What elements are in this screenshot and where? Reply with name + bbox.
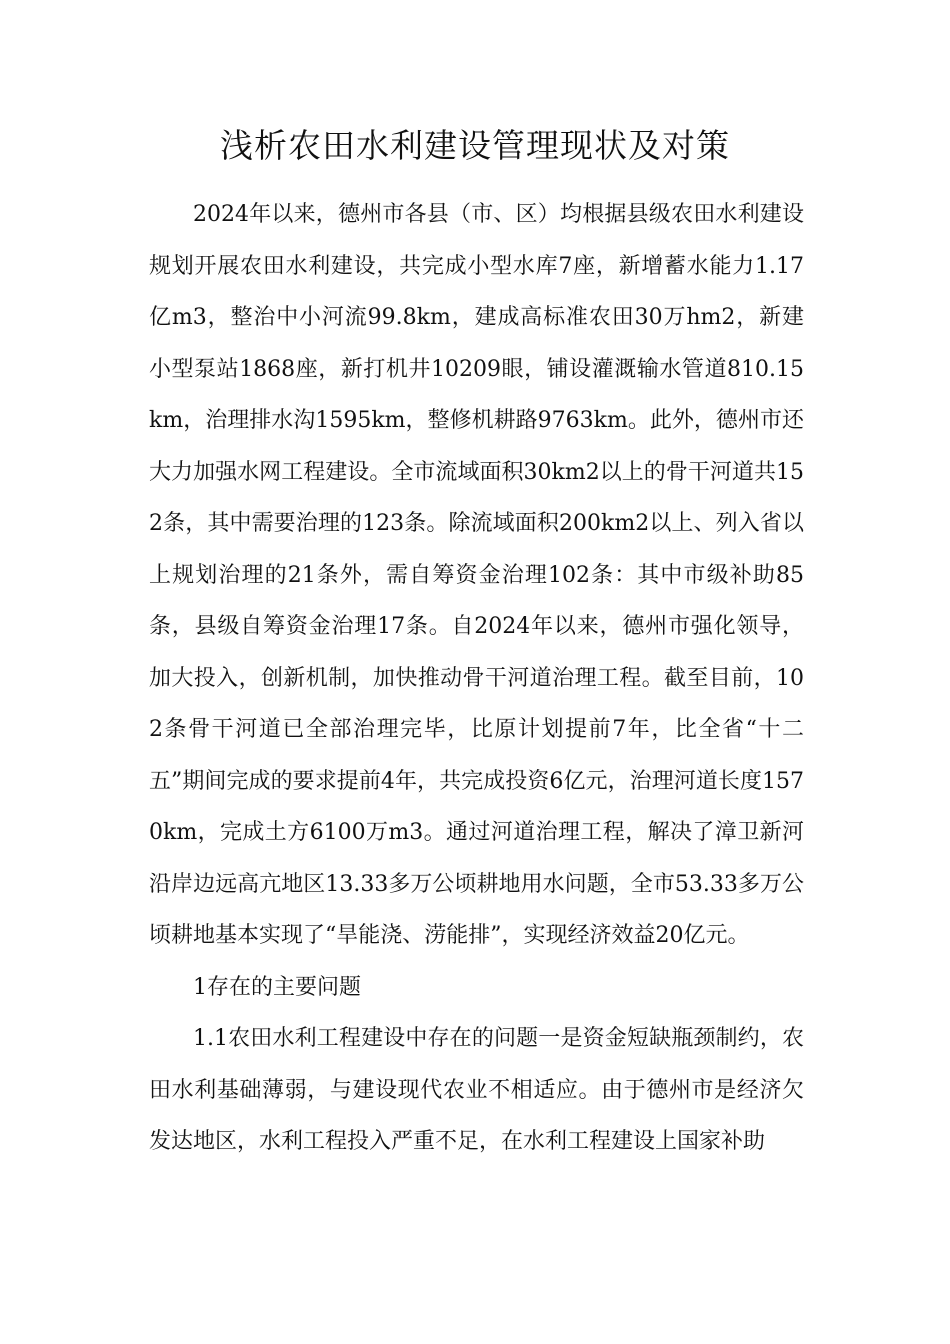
paragraph-problems: 1.1农田水利工程建设中存在的问题一是资金短缺瓶颈制约，农田水利基础薄弱，与建设现代农业不相适应。由于德州市是经济欠发达地区，水利工程投入严重不足，在水利工程建设上国家补助 bbox=[149, 1026, 804, 1154]
document-body bbox=[149, 189, 804, 1168]
document-title: 浅析农田水利建设管理现状及对策 bbox=[220, 126, 730, 165]
section-heading-problems: 1存在的主要问题 bbox=[193, 974, 361, 1000]
paragraph-intro: 2024年以来，德州市各县（市、区）均根据县级农田水利建设规划开展农田水利建设，共完成小型水库7座，新增蓄水能力1.17亿m3，整治中小河流99.8km，建成高标准农田30万hm2，新建小型泵站1868座，新打机井10209眼，铺设灌溉输水管道810.15km，治理排水沟1595km，整修机耕路9763km。此外，德州市还大力加强水网工程建设。全市流域面积30km2以上的骨干河道共152条，其中需要治理的123条。除流域面积200km2以上、列入省以上规划治理的21条外，需自筹资金治理102条：其中市级补助85条，县级自筹资金治理17条。自2024年以来，德州市强化领导，加大投入，创新机制，加快推动骨干河道治理工程。截至目前，102条骨干河道已全部治理完毕，比原计划提前7年，比全省“十二五”期间完成的要求提前4年，共完成投资6亿元，治理河道长度1570km，完成土方6100万m3。通过河道治理工程，解决了漳卫新河沿岸边远高亢地区13.33多万公顷耕地用水问题，全市53.33多万公顷耕地基本实现了“旱能浇、涝能排”，实现经济效益20亿元。 bbox=[149, 202, 805, 948]
